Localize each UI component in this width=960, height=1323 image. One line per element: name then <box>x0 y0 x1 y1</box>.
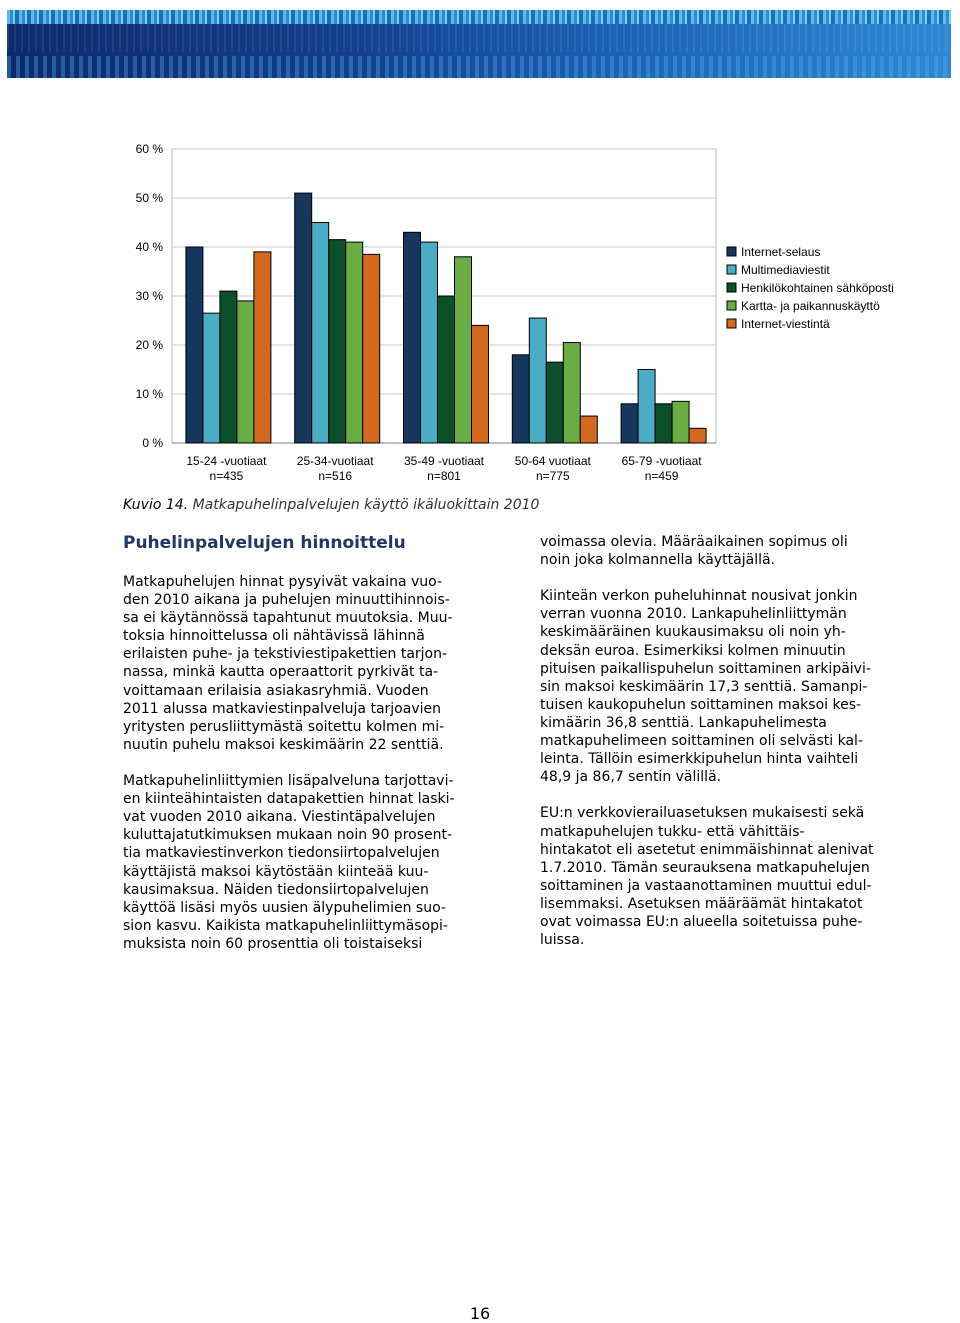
x-tick-label: n=801 <box>427 469 461 483</box>
text-line: ovat voimassa EU:n alueella soitetuissa puhe- <box>540 913 863 930</box>
left-text-column <box>123 573 455 953</box>
text-line: EU:n verkkovierailuasetuksen mukaisesti sekä <box>540 805 865 822</box>
caption-text: Matkapuhelinpalvelujen käyttö ikäluokittain 2010 <box>192 497 540 513</box>
y-tick-label: 40 % <box>135 240 163 254</box>
y-tick-label: 30 % <box>135 289 163 303</box>
bar <box>455 257 472 443</box>
x-tick-label: 15-24 -vuotiaat <box>186 454 267 468</box>
legend-swatch <box>727 301 736 310</box>
text-line: Matkapuhelujen hinnat pysyivät vakaina vuo- <box>123 574 443 590</box>
bar <box>512 355 529 443</box>
legend-label: Kartta- ja paikannuskäyttö <box>741 299 880 313</box>
legend-label: Multimediaviestit <box>741 263 830 277</box>
bar <box>689 428 706 443</box>
bar <box>404 232 421 443</box>
bar <box>655 404 672 443</box>
text-line: 2011 alussa matkaviestinpalveluja tarjoavien <box>123 700 441 717</box>
x-tick-label: n=435 <box>209 469 244 483</box>
bar <box>472 325 489 443</box>
text-line: kuluttajatutkimuksen mukaan noin 90 prosent- <box>123 827 453 844</box>
text-line: sin maksoi keskimäärin 17,3 senttiä. Samanpi- <box>540 678 868 695</box>
y-tick-label: 50 % <box>135 191 163 205</box>
text-line: nassa, minkä kautta operaattorit pyrkivät ta- <box>123 664 439 681</box>
text-line: vat vuoden 2010 aikana. Viestintäpalvelujen <box>123 809 436 826</box>
x-tick-label: 35-49 -vuotiaat <box>403 454 485 468</box>
text-line: kimäärin 36,8 senttiä. Lankapuhelimesta <box>540 714 827 731</box>
text-line: soittaminen ja vastaanottaminen muuttui edul- <box>540 877 872 894</box>
figure-caption <box>123 497 539 513</box>
paragraph-gap <box>123 754 455 772</box>
text-line: voimassa olevia. Määräaikainen sopimus oli <box>540 534 848 550</box>
bar <box>346 242 363 443</box>
x-tick-label: n=775 <box>535 469 570 483</box>
text-line: matkapuhelimeen soittaminen oli selvästi kal- <box>540 733 863 750</box>
legend-swatch <box>727 283 736 292</box>
legend-label: Internet-selaus <box>741 245 821 259</box>
text-line: nuutin puhelu maksoi keskimäärin 22 senttiä. <box>123 736 444 753</box>
paragraph-gap <box>540 786 874 804</box>
bar <box>638 370 655 444</box>
text-line: sion kasvu. Kaikista matkapuhelinliittymäsopi- <box>123 917 448 934</box>
bar <box>438 296 455 443</box>
legend-swatch <box>727 247 736 256</box>
text-line: kausimaksua. Näiden tiedonsiirtopalvelujen <box>123 881 429 898</box>
bar-chart <box>0 120 960 490</box>
paragraph-gap <box>540 569 874 587</box>
text-line: pituisen paikallispuhelun soittaminen arkipäivi- <box>540 660 871 677</box>
y-tick-label: 20 % <box>135 338 163 352</box>
text-line: lisemmaksi. Asetuksen määräämät hintakatot <box>540 895 863 912</box>
bar <box>220 291 237 443</box>
legend-label: Internet-viestintä <box>741 317 830 331</box>
text-line: leinta. Tällöin esimerkkipuhelun hinta vaihteli <box>540 751 859 768</box>
bar <box>546 362 563 443</box>
bar <box>529 318 546 443</box>
banner-stripe-low <box>7 56 951 78</box>
bar <box>672 401 689 443</box>
banner-stripe-mid <box>7 24 951 52</box>
text-line: erilaisten puhe- ja tekstiviestipakettien tarjon- <box>123 646 448 663</box>
right-text-column <box>540 533 874 949</box>
bar <box>254 252 271 443</box>
bar <box>203 313 220 443</box>
header-banner <box>7 10 951 78</box>
section-title: Puhelinpalvelujen hinnoittelu <box>123 533 406 553</box>
bar <box>186 247 203 443</box>
x-tick-label: 25-34-vuotiaat <box>296 454 374 468</box>
bar <box>329 240 346 443</box>
legend-swatch <box>727 319 736 328</box>
legend-label: Henkilökohtainen sähköposti <box>741 281 894 295</box>
x-tick-label: n=516 <box>318 469 353 483</box>
text-line: 48,9 ja 86,7 sentin välillä. <box>540 769 722 786</box>
x-tick-label: 65-79 -vuotiaat <box>621 454 702 468</box>
text-line: yritysten perusliittymästä soitettu kolmen mi- <box>123 718 445 735</box>
y-tick-label: 10 % <box>135 387 163 401</box>
text-line: Matkapuhelinliittymien lisäpalveluna tarjottavi- <box>123 773 454 790</box>
bar <box>295 193 312 443</box>
bar <box>621 404 638 443</box>
text-line: voittamaan erilaisia asiakasryhmiä. Vuoden <box>123 682 429 699</box>
text-line: käyttäjistä maksoi käytöstään kiinteää kuu- <box>123 863 429 880</box>
text-line: matkapuhelujen tukku- että vähittäis- <box>540 823 805 840</box>
bar <box>363 254 380 443</box>
text-line: 1.7.2010. Tämän seurauksena matkapuhelujen <box>540 859 870 876</box>
banner-stripe-top <box>7 10 951 24</box>
page-number: 16 <box>469 1304 491 1323</box>
text-line: luissa. <box>540 932 585 949</box>
text-line: hintakatot eli asetetut enimmäishinnat alenivat <box>540 841 874 858</box>
x-tick-label: 50-64 vuotiaat <box>514 454 591 468</box>
text-line: käyttöä lisäsi myös uusien älypuhelimien suo- <box>123 899 446 916</box>
x-tick-label: n=459 <box>644 469 679 483</box>
text-line: toksia hinnoittelussa oli nähtävissä lähinnä <box>123 628 425 645</box>
legend-swatch <box>727 265 736 274</box>
text-line: keskimääräinen kuukausimaksu oli noin yh- <box>540 624 846 641</box>
text-line: tia matkaviestinverkon tiedonsiirtopalvelujen <box>123 845 440 862</box>
bar <box>421 242 438 443</box>
caption-label: Kuvio 14. <box>123 497 189 513</box>
text-line: den 2010 aikana ja puhelujen minuuttihinnois- <box>123 592 450 609</box>
y-tick-label: 60 % <box>135 142 163 156</box>
text-line: Kiinteän verkon puheluhinnat nousivat jonkin <box>540 588 858 605</box>
text-line: deksän euroa. Esimerkiksi kolmen minuutin <box>540 642 846 659</box>
text-line: tuisen kaukopuhelun soittaminen maksoi kes- <box>540 696 862 713</box>
bar <box>580 416 597 443</box>
text-line: noin joka kolmannella käyttäjällä. <box>540 552 776 569</box>
text-line: verran vuonna 2010. Lankapuhelinliittymän <box>540 606 847 623</box>
bar <box>312 223 329 444</box>
text-line: sa ei käytännössä tapahtunut muutoksia. Muu- <box>123 610 453 627</box>
text-line: en kiinteähintaisten datapakettien hinnat laski- <box>123 791 455 808</box>
text-line: muksista noin 60 prosenttia oli toistaiseksi <box>123 935 423 952</box>
y-tick-label: 0 % <box>142 436 163 450</box>
bar <box>237 301 254 443</box>
bar <box>563 343 580 443</box>
